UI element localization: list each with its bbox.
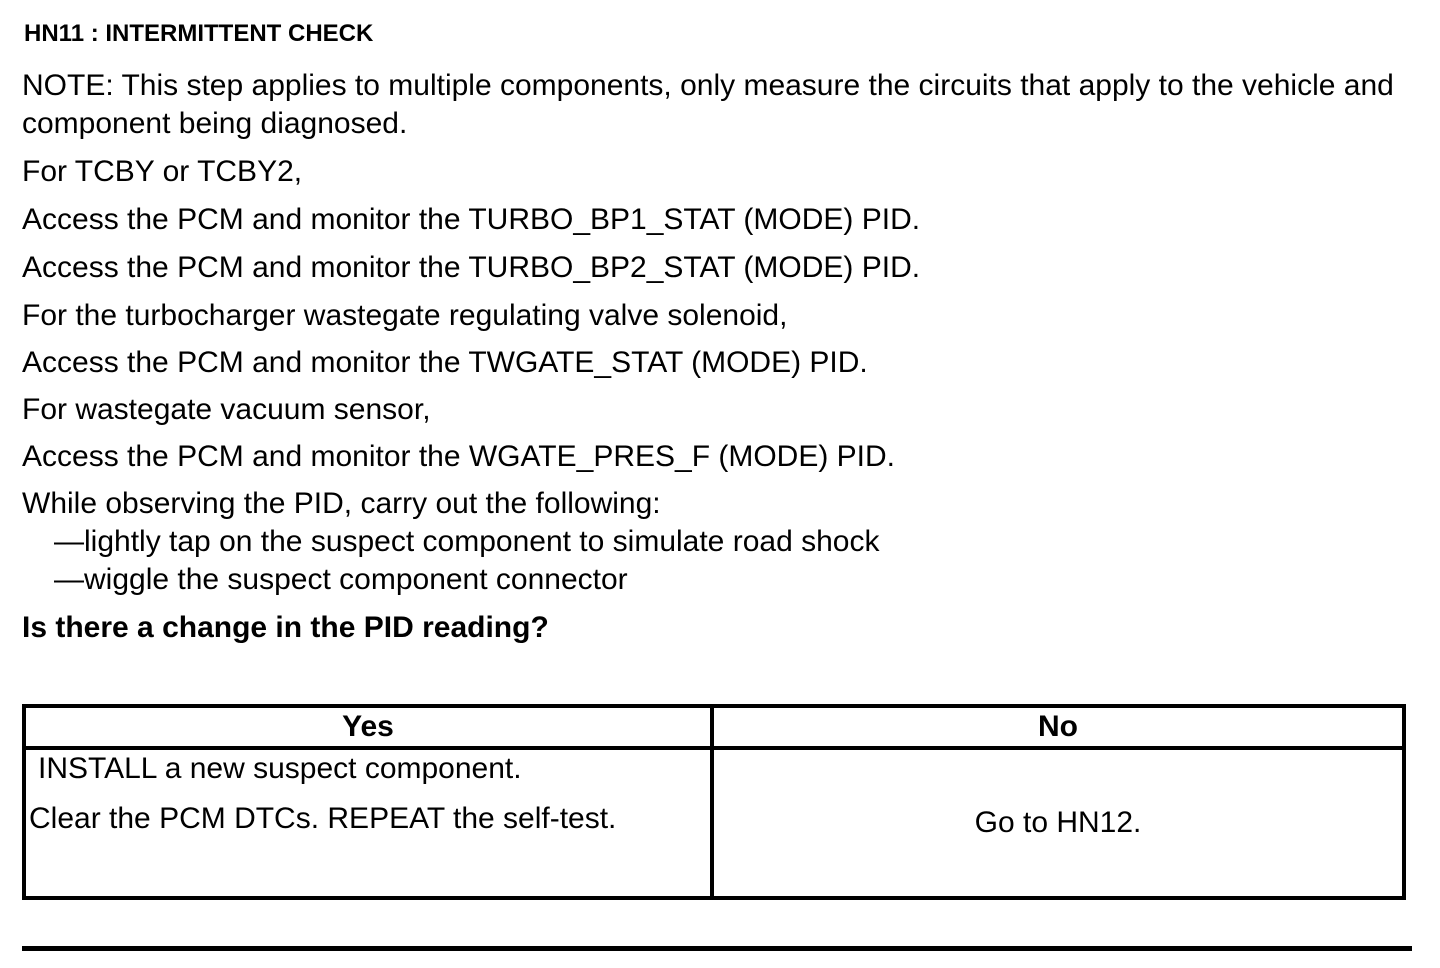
observe-intro: While observing the PID, carry out the following:: [22, 487, 661, 520]
instruction-line: For the turbocharger wastegate regulating valve solenoid,: [22, 299, 788, 332]
yes-cell: [24, 748, 712, 898]
question-text: Is there a change in the PID reading?: [22, 611, 549, 644]
instruction-line: For wastegate vacuum sensor,: [22, 393, 431, 426]
bottom-divider: [22, 946, 1412, 951]
observe-step: —lightly tap on the suspect component to simulate road shock: [54, 525, 880, 558]
no-header: No: [712, 706, 1404, 748]
instruction-line: Access the PCM and monitor the WGATE_PRES_F (MODE) PID.: [22, 440, 896, 473]
note-paragraph: NOTE: This step applies to multiple components, only measure the circuits that apply to the vehicle and component being diagnosed.: [22, 69, 1394, 140]
table-header-row: [24, 706, 1404, 748]
decision-table: [22, 704, 1406, 900]
observe-step: —wiggle the suspect component connector: [54, 563, 628, 596]
yes-header: Yes: [24, 706, 712, 748]
instruction-line: Access the PCM and monitor the TWGATE_STAT (MODE) PID.: [22, 346, 868, 379]
yes-action-line: INSTALL a new suspect component.: [38, 752, 522, 785]
step-heading: HN11 : INTERMITTENT CHECK: [24, 20, 374, 47]
yes-action-line: Clear the PCM DTCs. REPEAT the self-test.: [29, 802, 617, 835]
observe-block: [22, 485, 879, 647]
instruction-line: For TCBY or TCBY2,: [22, 155, 303, 188]
no-cell: Go to HN12.: [712, 748, 1404, 898]
instruction-line: Access the PCM and monitor the TURBO_BP2_STAT (MODE) PID.: [22, 251, 921, 284]
instruction-line: Access the PCM and monitor the TURBO_BP1_STAT (MODE) PID.: [22, 203, 921, 236]
table-row: [24, 748, 1404, 898]
